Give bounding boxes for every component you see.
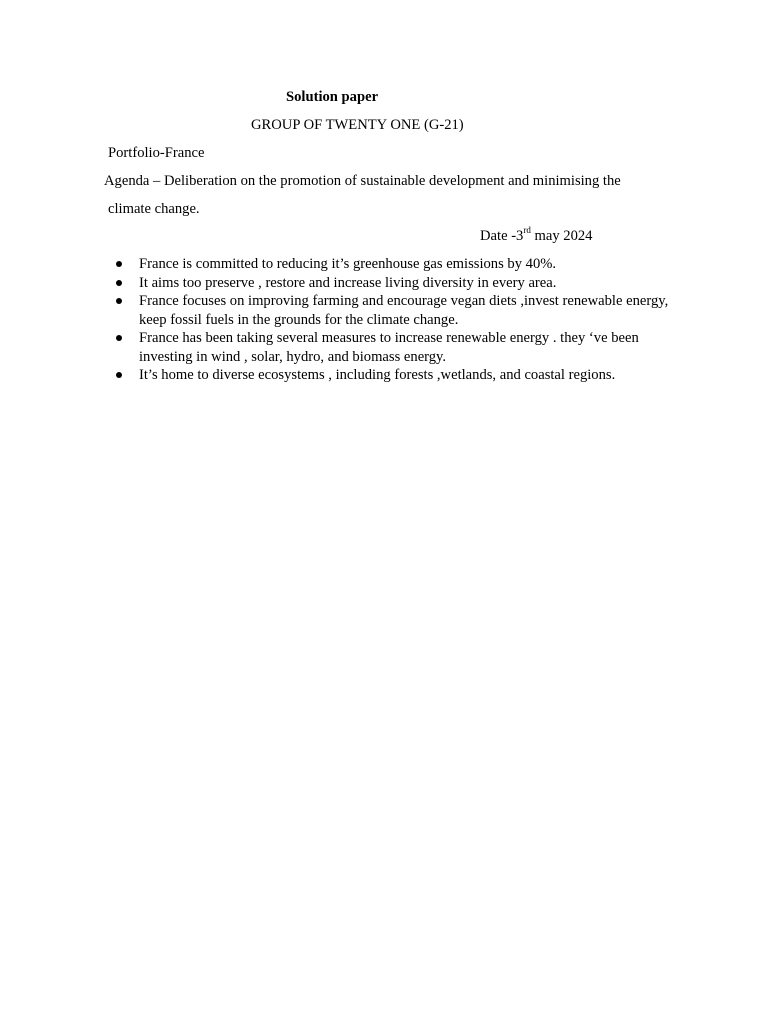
bullet-dot-icon xyxy=(116,298,122,304)
bullet-text: It aims too preserve , restore and increase living diversity in every area. xyxy=(139,274,557,291)
agenda-line-2: climate change. xyxy=(108,201,200,217)
agenda-line-1: Agenda – Deliberation on the promotion of sustainable development and minimising the xyxy=(104,173,621,189)
date-line xyxy=(480,227,592,245)
date-suffix: may 2024 xyxy=(530,228,593,244)
date-prefix: Date -3 xyxy=(480,228,524,244)
bullet-dot-icon xyxy=(116,372,122,378)
bullet-text: France is committed to reducing it’s greenhouse gas emissions by 40%. xyxy=(139,256,557,272)
bullet-text: France has been taking several measures to increase renewable energy . they ‘ve been investing in wind , solar, hydro, and biomass energy. xyxy=(139,330,639,365)
bullet-item xyxy=(112,274,682,293)
bullet-dot-icon xyxy=(116,261,122,267)
date-superscript: rd xyxy=(523,225,531,236)
portfolio-line: Portfolio-France xyxy=(108,145,205,161)
bullet-text: France focuses on improving farming and encourage vegan diets ,invest renewable energy, keep fossil fuels in the grounds for the climate change. xyxy=(139,293,669,328)
bullet-item xyxy=(112,366,682,385)
bullet-item xyxy=(112,255,682,274)
group-name: GROUP OF TWENTY ONE (G-21) xyxy=(251,117,464,133)
bullet-list xyxy=(112,255,682,385)
bullet-item xyxy=(112,292,682,329)
bullet-item xyxy=(112,329,682,366)
bullet-dot-icon xyxy=(116,280,122,286)
document-title: Solution paper xyxy=(286,89,379,105)
bullet-dot-icon xyxy=(116,335,122,341)
bullet-text: It’s home to diverse ecosystems , including forests ,wetlands, and coastal regions. xyxy=(139,367,616,383)
